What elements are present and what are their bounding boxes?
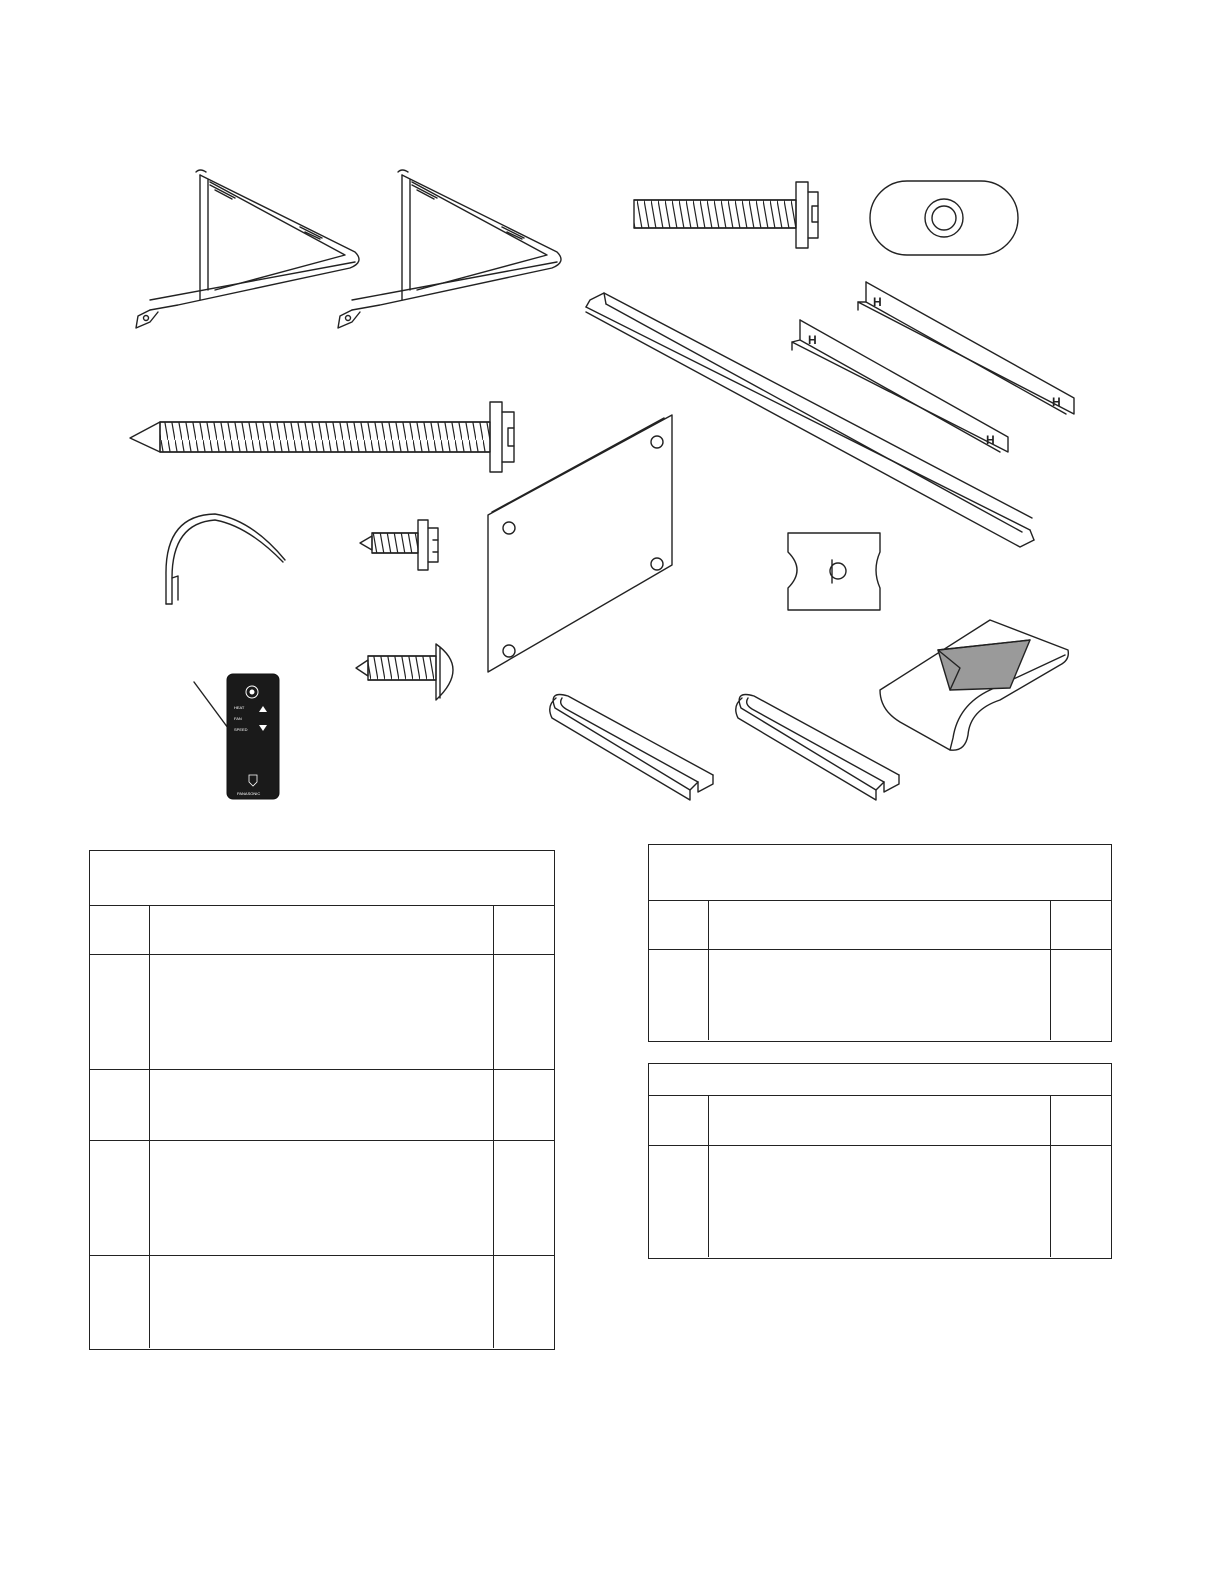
parts-table-2 [648, 844, 1112, 1042]
cell-description [150, 1070, 494, 1140]
lag-screw-long [130, 402, 514, 472]
cell-description [709, 901, 1051, 949]
table-row [649, 950, 1111, 1040]
cell-quantity [494, 1141, 554, 1255]
table-title [649, 845, 1111, 901]
cell-number [649, 950, 709, 1040]
truss-head-screw [356, 644, 453, 700]
table-row [649, 1146, 1111, 1257]
table-title [90, 851, 554, 906]
table-row [90, 1141, 554, 1256]
clip-nut [788, 533, 880, 610]
cell-description [150, 1256, 494, 1348]
cell-number [90, 906, 150, 954]
table-row [649, 901, 1111, 950]
cell-description [150, 906, 494, 954]
table-row [90, 906, 554, 955]
table-title [649, 1064, 1111, 1096]
h-rail-2 [858, 282, 1074, 414]
h-label: H [1052, 395, 1061, 409]
cell-quantity [494, 1070, 554, 1140]
cell-quantity [494, 955, 554, 1069]
long-rail [586, 293, 1034, 547]
parts-table-3 [648, 1063, 1112, 1259]
adhesive-pad [880, 620, 1068, 750]
cell-number [649, 901, 709, 949]
table-row [90, 1256, 554, 1348]
triangle-bracket-left [136, 170, 359, 328]
cell-quantity [1051, 1096, 1111, 1145]
oval-washer [870, 181, 1018, 255]
cell-description [150, 1141, 494, 1255]
cell-quantity [1051, 1146, 1111, 1257]
cell-description [709, 950, 1051, 1040]
table-row [90, 1070, 554, 1141]
leader-line [194, 682, 228, 728]
h-label: H [986, 433, 995, 447]
cell-quantity [1051, 901, 1111, 949]
cell-quantity [494, 1256, 554, 1348]
cell-quantity [1051, 950, 1111, 1040]
remote-btn-heat: HEAT [234, 705, 245, 710]
wire-hook [166, 514, 285, 604]
u-channel-right [736, 695, 899, 801]
remote-btn-fan: FAN [234, 716, 242, 721]
table-row [649, 1096, 1111, 1146]
h-label: H [873, 295, 882, 309]
cell-description [709, 1146, 1051, 1257]
short-screw [360, 520, 438, 570]
h-label: H [808, 333, 817, 347]
parts-table-1 [89, 850, 555, 1350]
cell-number [649, 1096, 709, 1145]
table-row [90, 955, 554, 1070]
remote-btn-speed: SPEED [234, 727, 248, 732]
cell-number [90, 955, 150, 1069]
u-channel-left [550, 695, 713, 801]
remote-brand: PANASONIC [237, 791, 261, 796]
mounting-plate [488, 415, 672, 672]
cell-quantity [494, 906, 554, 954]
cell-description [709, 1096, 1051, 1145]
triangle-bracket-right [338, 170, 561, 328]
cell-number [90, 1070, 150, 1140]
cell-number [649, 1146, 709, 1257]
h-rail-1 [792, 320, 1008, 452]
hex-bolt [634, 182, 818, 248]
cell-number [90, 1256, 150, 1348]
remote-control [227, 674, 279, 799]
cell-description [150, 955, 494, 1069]
cell-number [90, 1141, 150, 1255]
